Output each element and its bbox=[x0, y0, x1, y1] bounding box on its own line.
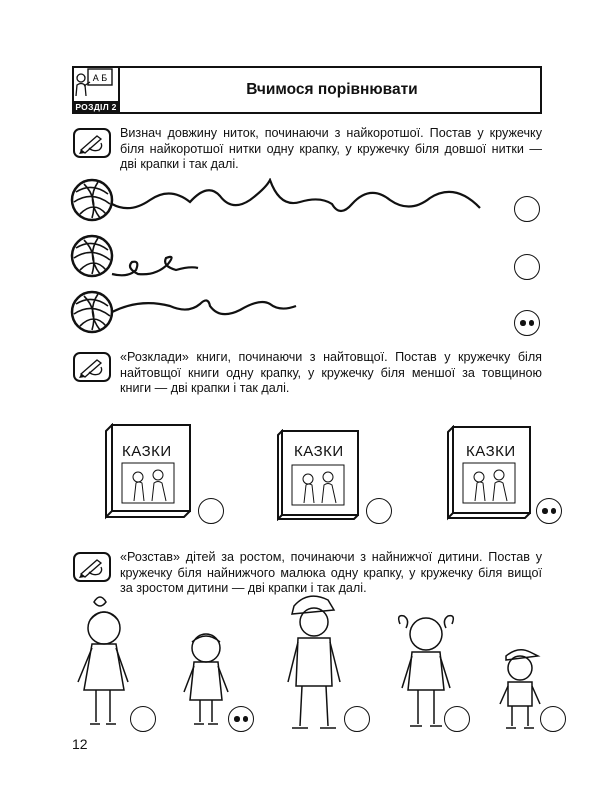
thread-1 bbox=[112, 180, 480, 211]
answer-circle-thread-2[interactable] bbox=[514, 254, 540, 280]
answer-circle-book-1[interactable] bbox=[198, 498, 224, 524]
pencil-hand-icon bbox=[73, 352, 111, 382]
book-2-title: КАЗКИ bbox=[294, 443, 344, 460]
dot bbox=[243, 716, 249, 722]
yarn-ball-2 bbox=[72, 236, 112, 276]
dot bbox=[234, 716, 240, 722]
section-label: РОЗДІЛ 2 bbox=[72, 101, 120, 114]
book-3 bbox=[446, 425, 534, 521]
thread-2 bbox=[112, 257, 198, 275]
task-3-instruction: «Розстав» дітей за ростом, починаючи з найнижчої дитини. Постав у кружечку біля найнижчого малюка одну крапку, у кружечку біля вищої за зростом дитини — дві крапки і так далі. bbox=[120, 550, 542, 595]
answer-circle-child-4[interactable] bbox=[444, 706, 470, 732]
answer-circle-thread-1[interactable] bbox=[514, 196, 540, 222]
answer-circle-child-2[interactable] bbox=[228, 706, 254, 732]
answer-circle-child-3[interactable] bbox=[344, 706, 370, 732]
svg-text:А Б: А Б bbox=[92, 73, 108, 83]
child-girl-2 bbox=[184, 634, 228, 724]
page-title: Вчимося порівнювати bbox=[246, 81, 418, 98]
dot bbox=[551, 508, 557, 514]
chalkboard-teacher-icon bbox=[72, 66, 120, 102]
task-1-instruction: Визнач довжину ниток, починаючи з найкоротшої. Постав у кружечку біля найкоротшої нитки одну крапку, у кружечку біля довшої нитки — дві крапки і так далі. bbox=[120, 126, 542, 171]
dot bbox=[520, 320, 526, 326]
task-2-instruction: «Розклади» книги, починаючи з найтовщої. Постав у кружечку біля найтовщої книги одну крапку, у кружечку біля меншої за товщиною книги — дві крапки і так далі. bbox=[120, 350, 542, 395]
answer-circle-child-5[interactable] bbox=[540, 706, 566, 732]
thread-3 bbox=[112, 300, 296, 314]
child-boy-tall bbox=[288, 596, 340, 728]
child-girl-1 bbox=[78, 597, 128, 724]
book-1-title: КАЗКИ bbox=[122, 443, 172, 460]
answer-circle-book-3[interactable] bbox=[536, 498, 562, 524]
yarn-ball-1 bbox=[72, 180, 112, 220]
child-girl-3 bbox=[399, 616, 454, 726]
book-1 bbox=[104, 423, 194, 521]
page-number: 12 bbox=[72, 736, 88, 752]
book-3-title: КАЗКИ bbox=[466, 443, 516, 460]
yarn-ball-3 bbox=[72, 292, 112, 332]
dot bbox=[542, 508, 548, 514]
answer-circle-book-2[interactable] bbox=[366, 498, 392, 524]
pencil-hand-icon bbox=[73, 128, 111, 158]
pencil-hand-icon bbox=[73, 552, 111, 582]
dot bbox=[529, 320, 535, 326]
answer-circle-thread-3[interactable] bbox=[514, 310, 540, 336]
threads-illustration bbox=[70, 178, 500, 338]
child-boy-small bbox=[500, 650, 540, 728]
answer-circle-child-1[interactable] bbox=[130, 706, 156, 732]
